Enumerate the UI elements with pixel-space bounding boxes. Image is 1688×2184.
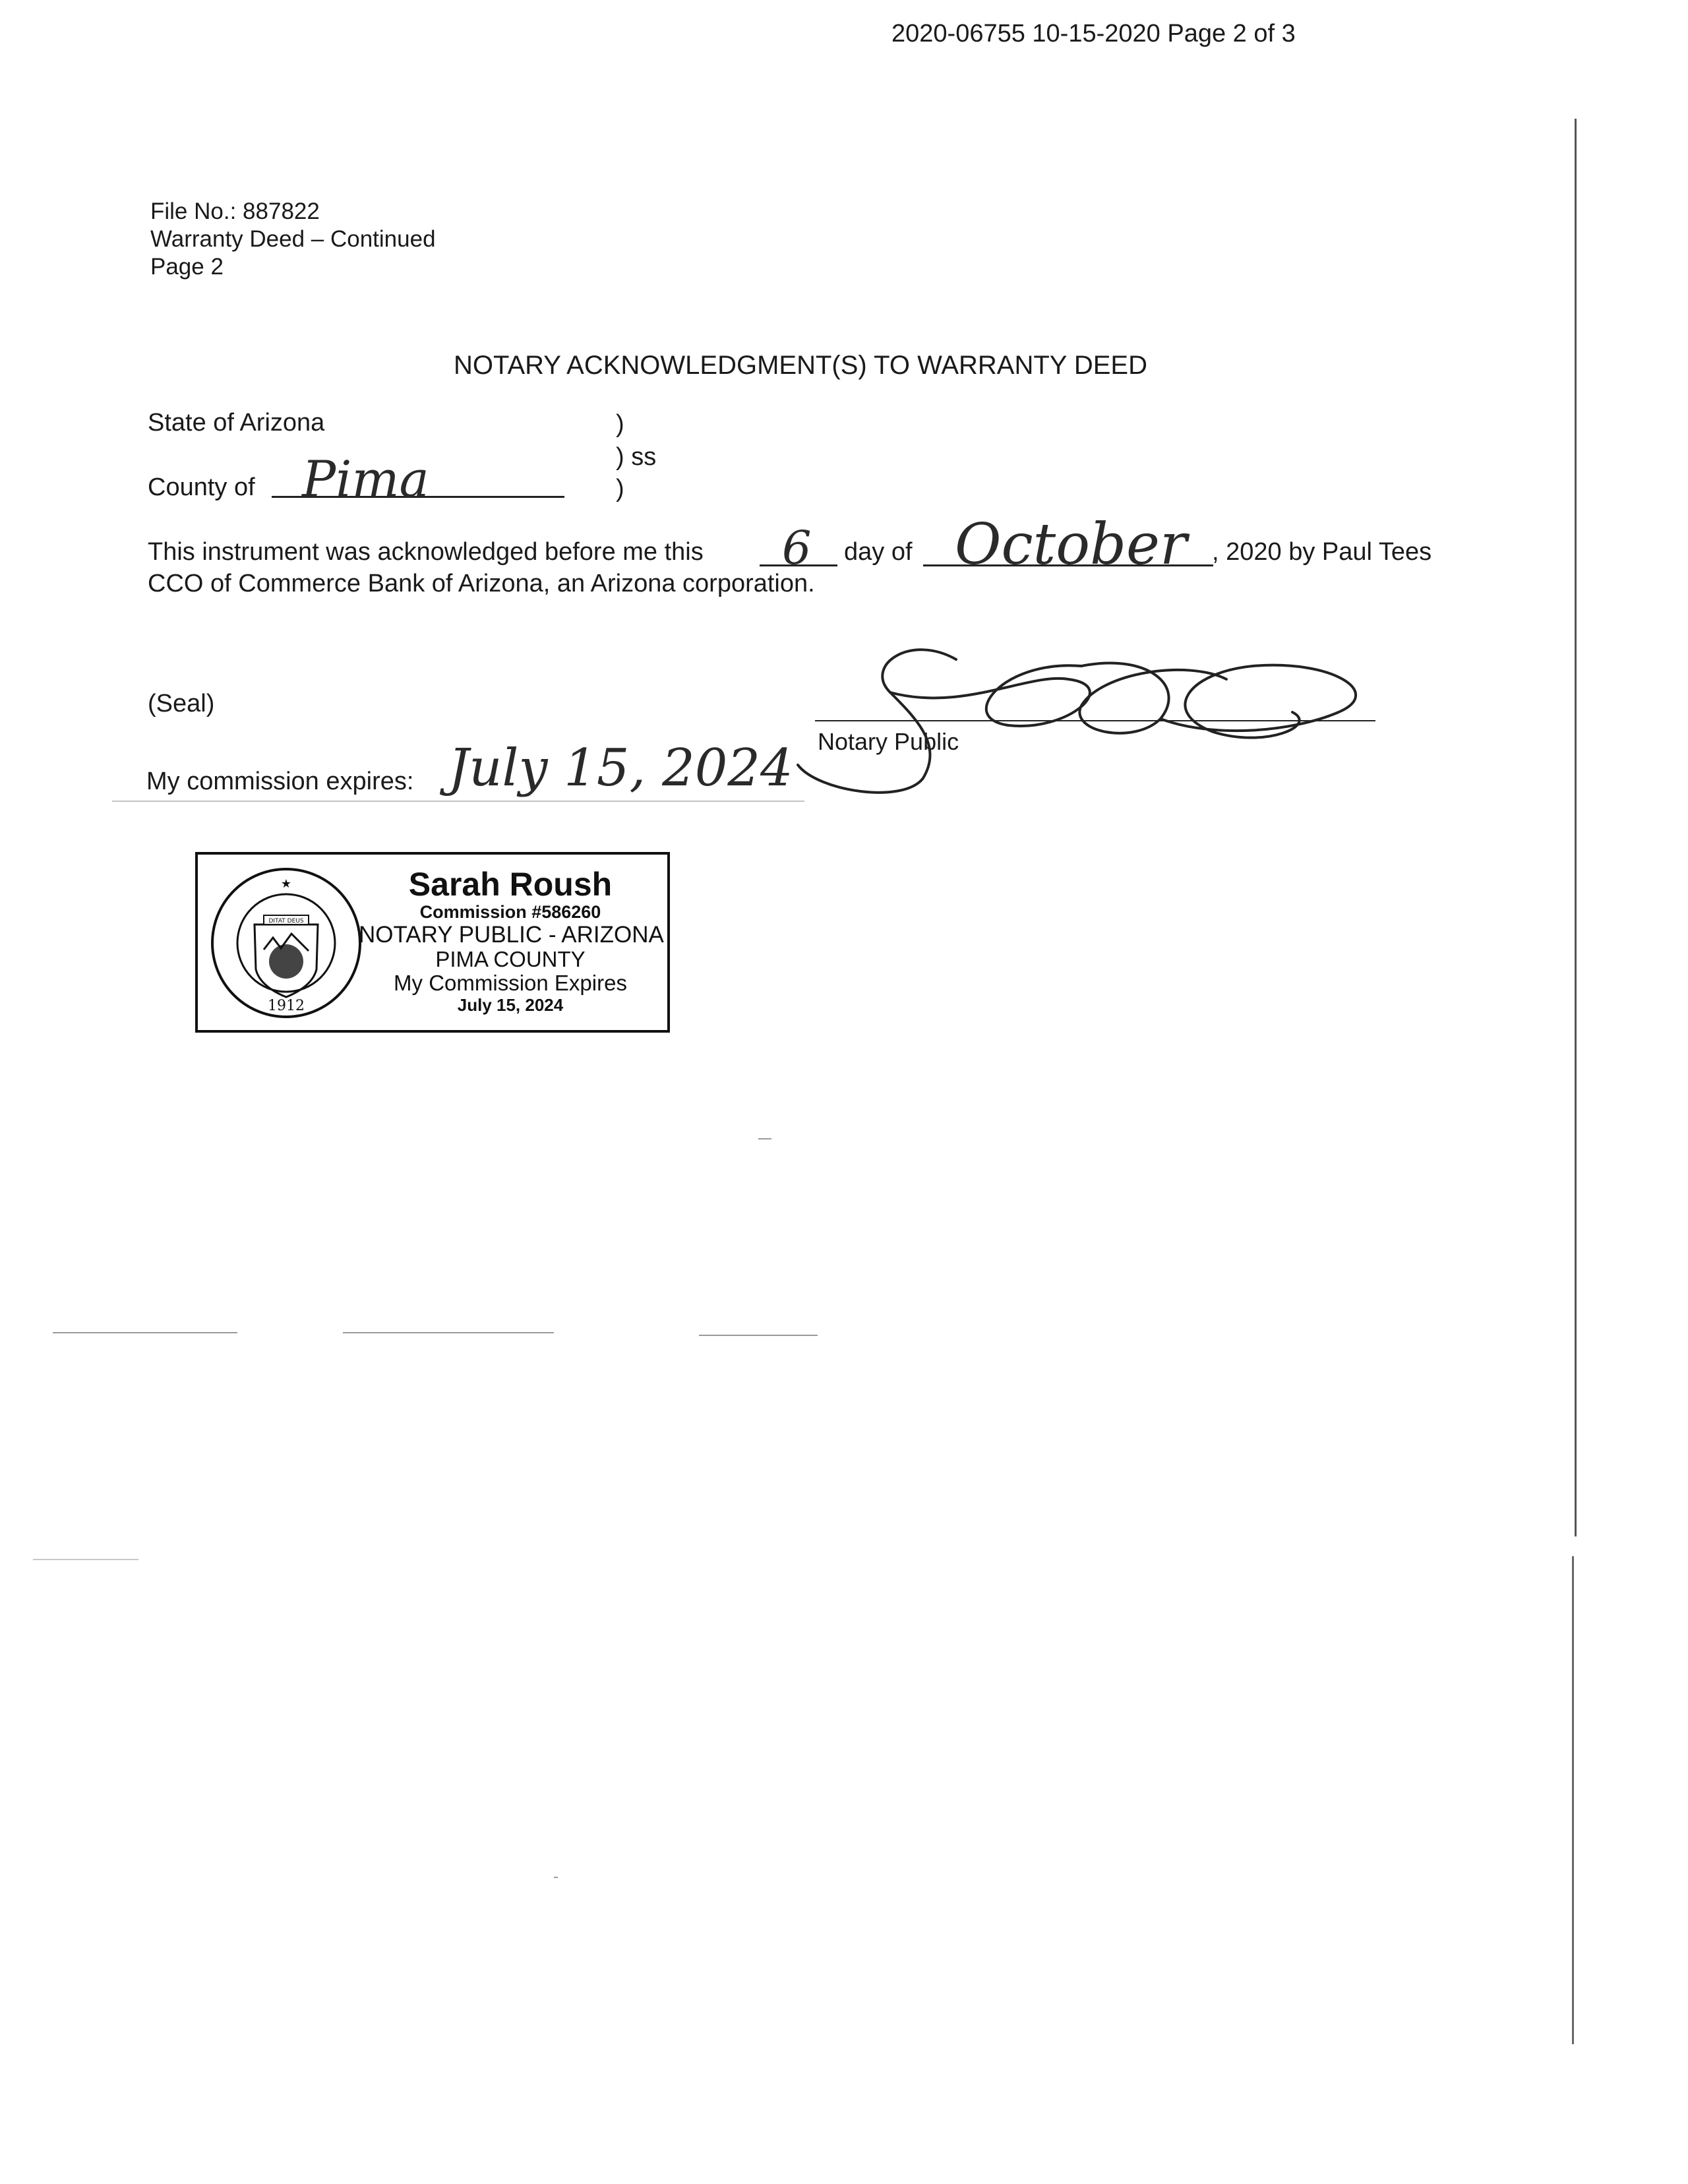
document-title: Warranty Deed – Continued (150, 226, 436, 252)
day-handwritten: 6 (782, 521, 812, 575)
ack-text-b: day of (844, 538, 913, 566)
scan-edge-line (1575, 119, 1577, 1536)
stamp-title: NOTARY PUBLIC - ARIZONA (359, 921, 664, 948)
scan-edge-line-lower (1572, 1556, 1574, 2044)
seal-motto: DITAT DEUS (268, 918, 304, 925)
month-handwritten: October (955, 512, 1188, 578)
file-number-line (150, 198, 436, 226)
arizona-state-seal (207, 864, 365, 1022)
venue-ss: ) ss (616, 443, 657, 471)
seal-label: (Seal) (148, 690, 215, 717)
county-handwritten: Pima (302, 450, 429, 508)
ack-text-line2: CCO of Commerce Bank of Arizona, an Arizona corporation. (148, 570, 815, 597)
commission-label: My commission expires: (146, 768, 414, 795)
stamp-expires-label: My Commission Expires (394, 971, 627, 996)
scan-speck (53, 1332, 237, 1333)
stamp-text (359, 866, 662, 1014)
file-number: 887822 (243, 198, 320, 224)
recording-reference: 2020-06755 10-15-2020 Page 2 of 3 (891, 20, 1296, 47)
stamp-commission: Commission #586260 (419, 902, 601, 922)
stamp-name: Sarah Roush (408, 866, 613, 903)
stamp-county: PIMA COUNTY (435, 947, 586, 972)
venue-paren-1: ) (616, 410, 624, 438)
scan-speck (758, 1138, 771, 1139)
scan-speck (699, 1335, 818, 1336)
ack-text-c: , 2020 by Paul Tees (1212, 538, 1432, 566)
stamp-expires-date: July 15, 2024 (457, 994, 564, 1015)
page-title: NOTARY ACKNOWLEDGMENT(S) TO WARRANTY DEED (454, 351, 1147, 380)
scan-speck (33, 1559, 138, 1560)
svg-text:★: ★ (280, 877, 292, 891)
ack-text-a: This instrument was acknowledged before me this (148, 538, 704, 566)
county-label: County of (148, 473, 255, 501)
page-number: Page 2 (150, 254, 224, 280)
dotted-rule (112, 801, 804, 802)
file-number-label: File No.: (150, 198, 237, 224)
venue-paren-3: ) (616, 475, 624, 502)
scan-speck (554, 1877, 558, 1878)
notary-signature (791, 633, 1385, 804)
commission-handwritten: July 15, 2024 (448, 739, 793, 798)
scan-speck (343, 1332, 554, 1333)
notary-public-label: Notary Public (818, 728, 959, 755)
state-label: State of Arizona (148, 409, 325, 437)
file-block (150, 198, 436, 281)
notary-stamp (195, 852, 670, 1033)
seal-year: 1912 (268, 998, 305, 1014)
